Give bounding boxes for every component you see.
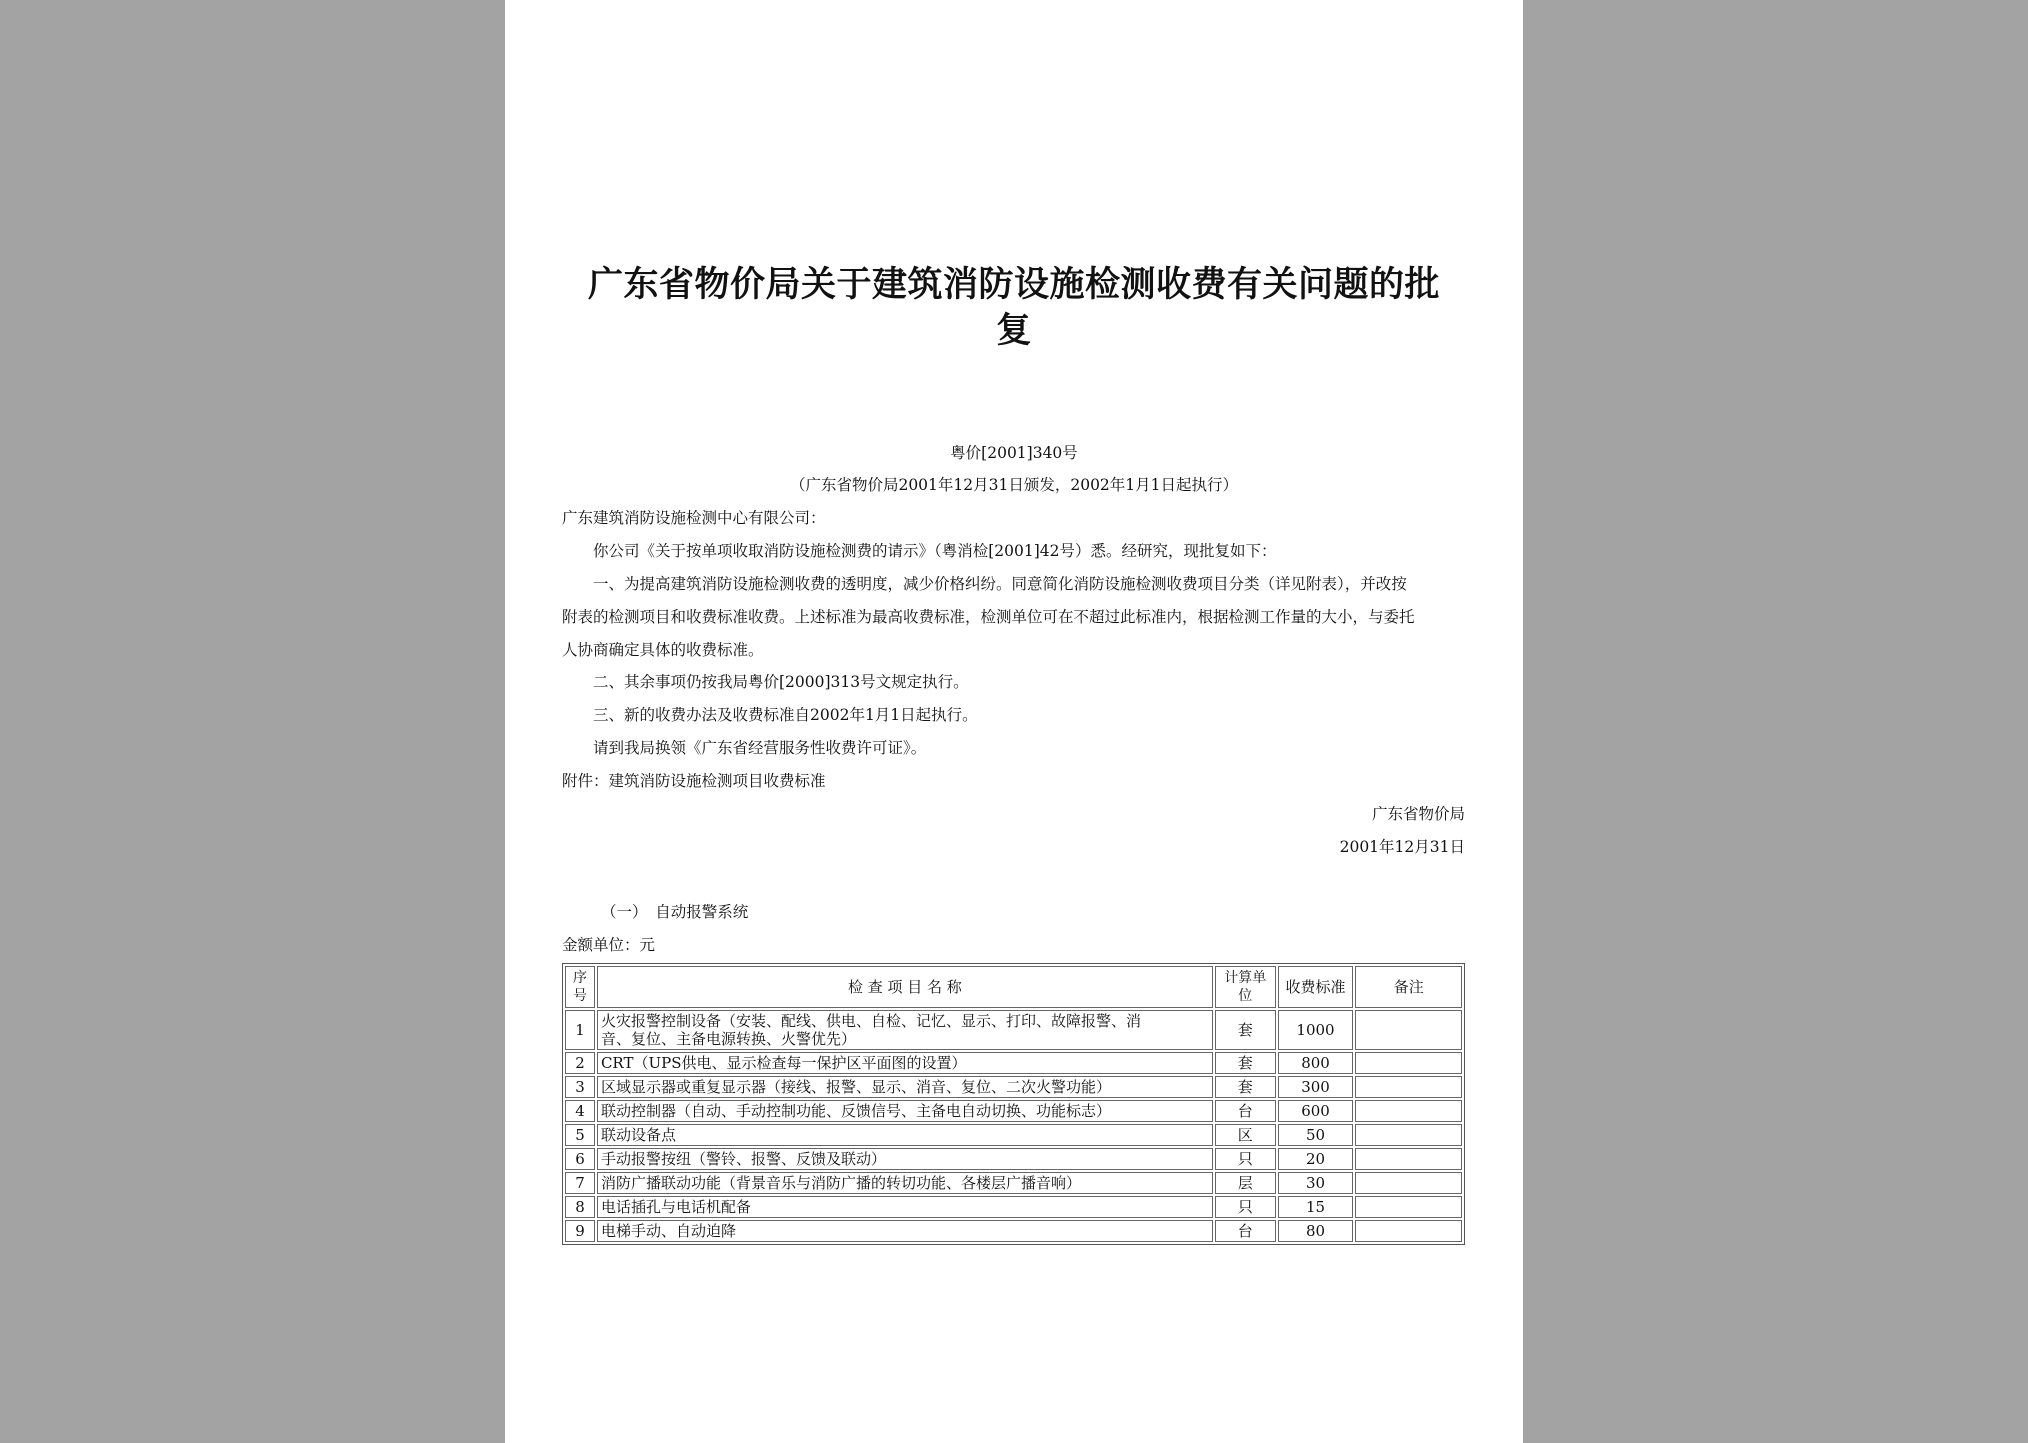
row-fee: 600 [1278,1100,1354,1122]
header-unit [1215,966,1276,1008]
table-row [565,1196,1462,1218]
paragraph-2-line-3: 人协商确定具体的收费标准。 [562,641,764,659]
row-remark [1355,1076,1462,1098]
row-item-name: 区域显示器或重复显示器（接线、报警、显示、消音、复位、二次火警功能） [597,1076,1213,1098]
row-seq: 3 [565,1076,595,1098]
row-seq: 5 [565,1124,595,1146]
title-line-1: 广东省物价局关于建筑消防设施检测收费有关问题的批 [587,265,1440,305]
fee-table [562,963,1465,1245]
table-row [565,1052,1462,1074]
row-remark [1355,1148,1462,1170]
row-item-name: 联动控制器（自动、手动控制功能、反馈信号、主备电自动切换、功能标志） [597,1100,1213,1122]
row-item-name-line-1: 火灾报警控制设备（安装、配线、供电、自检、记忆、显示、打印、故障报警、消 [600,1012,1141,1030]
signature-date: 2001年12月31日 [1339,838,1465,856]
unit-note: 金额单位：元 [562,936,656,954]
paragraph-2-line-1: 一、为提高建筑消防设施检测收费的透明度，减少价格纠纷。同意简化消防设施检测收费项目分类（详见附表），并改按 [593,575,1407,593]
table-row [565,1148,1462,1170]
row-item-name: 消防广播联动功能（背景音乐与消防广播的转切功能、各楼层广播音响） [597,1172,1213,1194]
paragraph-2-line-2: 附表的检测项目和收费标准收费。上述标准为最高收费标准，检测单位可在不超过此标准内，根据检测工作量的大小，与委托 [562,608,1415,626]
row-fee: 300 [1278,1076,1354,1098]
row-fee: 15 [1278,1196,1354,1218]
table-row [565,1100,1462,1122]
paragraph-4: 三、新的收费办法及收费标准自2002年1月1日起执行。 [593,706,978,724]
header-fee: 收费标准 [1278,966,1354,1008]
row-fee: 20 [1278,1148,1354,1170]
header-seq-line-2: 号 [572,988,587,1004]
row-seq: 2 [565,1052,595,1074]
document-number: 粤价[2001]340号 [950,444,1078,462]
row-seq: 4 [565,1100,595,1122]
row-unit: 台 [1215,1100,1276,1122]
row-item-name [597,1010,1213,1050]
header-remark: 备注 [1355,966,1462,1008]
paragraph-3: 二、其余事项仍按我局粤价[2000]313号文规定执行。 [593,673,969,691]
row-unit: 套 [1215,1076,1276,1098]
attachment-note: 附件：建筑消防设施检测项目收费标准 [562,772,826,790]
row-unit: 区 [1215,1124,1276,1146]
row-fee: 80 [1278,1220,1354,1242]
row-item-name: 电梯手动、自动迫降 [597,1220,1213,1242]
row-fee: 50 [1278,1124,1354,1146]
row-item-name-line-2: 音、复位、主备电源转换、火警优先） [600,1030,856,1048]
row-fee: 1000 [1278,1010,1354,1050]
header-unit-line-2: 位 [1238,988,1253,1004]
row-remark [1355,1172,1462,1194]
row-seq: 9 [565,1220,595,1242]
header-unit-line-1: 计算单 [1224,970,1267,986]
row-item-name: CRT（UPS供电、显示检查每一保护区平面图的设置） [597,1052,1213,1074]
paragraph-5: 请到我局换领《广东省经营服务性收费许可证》。 [593,739,927,757]
row-seq: 1 [565,1010,595,1050]
table-row [565,1172,1462,1194]
issue-info: （广东省物价局2001年12月31日颁发，2002年1月1日起执行） [789,476,1239,494]
row-remark [1355,1220,1462,1242]
header-seq-line-1: 序 [572,970,587,986]
row-remark [1355,1052,1462,1074]
row-unit: 只 [1215,1148,1276,1170]
row-remark [1355,1124,1462,1146]
row-seq: 7 [565,1172,595,1194]
header-seq [565,966,595,1008]
paragraph-1: 你公司《关于按单项收取消防设施检测费的请示》（粤消检[2001]42号）悉。经研究，现批复如下： [593,542,1277,560]
row-seq: 8 [565,1196,595,1218]
document-page [505,0,1523,1443]
row-seq: 6 [565,1148,595,1170]
row-item-name: 联动设备点 [597,1124,1213,1146]
title-line-2: 复 [996,311,1032,351]
table-header-row [565,966,1462,1008]
table-row [565,1220,1462,1242]
signer: 广东省物价局 [1371,805,1465,823]
row-unit: 只 [1215,1196,1276,1218]
row-remark [1355,1100,1462,1122]
row-item-name: 手动报警按纽（警铃、报警、反馈及联动） [597,1148,1213,1170]
table-row [565,1076,1462,1098]
section-heading: （一） 自动报警系统 [601,903,749,921]
row-unit: 层 [1215,1172,1276,1194]
table-row [565,1010,1462,1050]
row-fee: 800 [1278,1052,1354,1074]
row-remark [1355,1196,1462,1218]
row-unit: 套 [1215,1010,1276,1050]
row-remark [1355,1010,1462,1050]
recipient: 广东建筑消防设施检测中心有限公司： [562,509,826,527]
document-title [545,262,1483,354]
row-fee: 30 [1278,1172,1354,1194]
table-row [565,1124,1462,1146]
row-unit: 台 [1215,1220,1276,1242]
header-item-name: 检 查 项 目 名 称 [597,966,1213,1008]
row-unit: 套 [1215,1052,1276,1074]
row-item-name: 电话插孔与电话机配备 [597,1196,1213,1218]
